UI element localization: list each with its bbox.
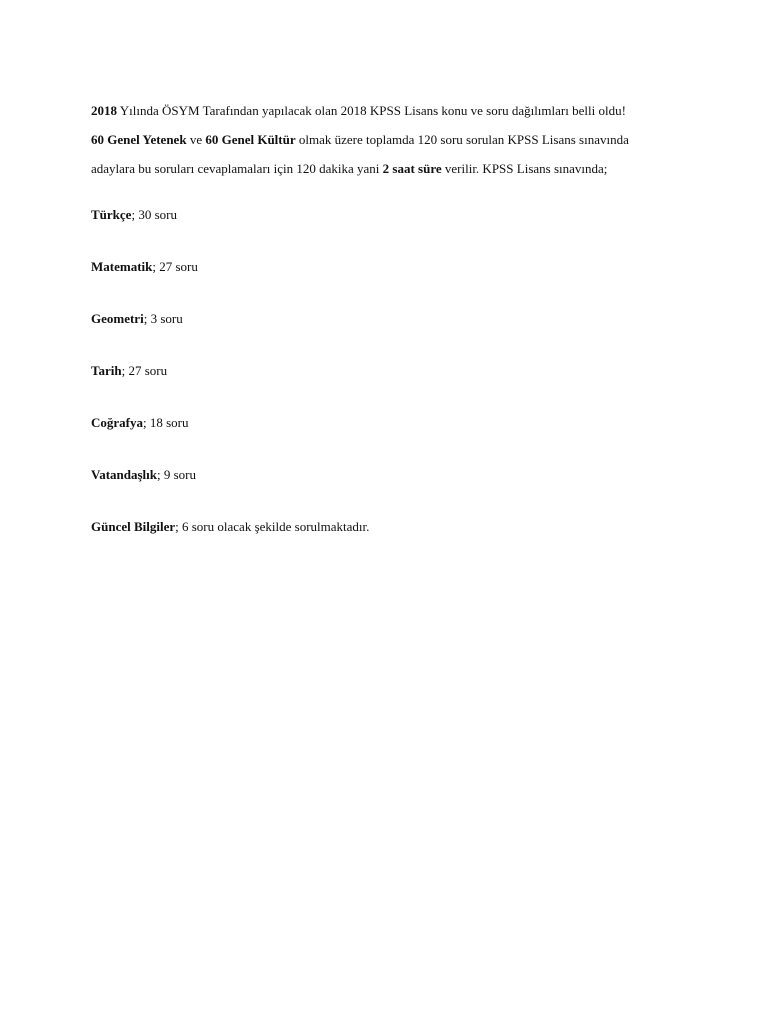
- subject-name: Coğrafya: [91, 415, 143, 430]
- genel-kultur-bold: 60 Genel Kültür: [205, 132, 296, 147]
- intro-line-2-text: olmak üzere toplamda 120 soru sorulan KPSS Lisans sınavında: [295, 132, 629, 147]
- subject-detail: ; 30 soru: [131, 207, 177, 222]
- intro-paragraph: [91, 96, 691, 183]
- subject-name: Güncel Bilgiler: [91, 519, 176, 534]
- subject-item-matematik: [91, 255, 691, 307]
- subject-name: Tarih: [91, 363, 122, 378]
- subject-detail: ; 18 soru: [143, 415, 189, 430]
- subject-item-turkce: [91, 203, 691, 255]
- year-bold: 2018: [91, 103, 117, 118]
- subject-detail: ; 9 soru: [157, 467, 196, 482]
- subject-item-tarih: [91, 359, 691, 411]
- subject-name: Türkçe: [91, 207, 132, 222]
- subject-detail: ; 27 soru: [152, 259, 198, 274]
- intro-line-1: [91, 96, 691, 125]
- genel-yetenek-bold: 60 Genel Yetenek: [91, 132, 187, 147]
- subject-item-geometri: [91, 307, 691, 359]
- intro-line-2-connector: ve: [186, 132, 206, 147]
- subject-detail: ; 27 soru: [121, 363, 168, 378]
- intro-line-3-start: adaylara bu soruları cevaplamaları için 120 dakika yani: [91, 161, 383, 176]
- intro-line-2: [91, 125, 691, 154]
- subject-list: [91, 203, 691, 567]
- subject-item-guncel-bilgiler: [91, 515, 691, 567]
- subject-item-vatandaslik: [91, 463, 691, 515]
- subject-name: Matematik: [91, 259, 153, 274]
- intro-line-3-text: verilir. KPSS Lisans sınavında;: [441, 161, 608, 176]
- subject-detail: ; 6 soru olacak şekilde sorulmaktadır.: [175, 519, 370, 534]
- subject-item-cografya: [91, 411, 691, 463]
- intro-line-3: [91, 154, 691, 183]
- subject-name: Geometri: [91, 311, 144, 326]
- duration-bold: 2 saat süre: [382, 161, 442, 176]
- subject-name: Vatandaşlık: [91, 467, 157, 482]
- subject-detail: ; 3 soru: [143, 311, 183, 326]
- intro-line-1-text: Yılında ÖSYM Tarafından yapılacak olan 2018 KPSS Lisans konu ve soru dağılımları belli oldu!: [117, 103, 626, 118]
